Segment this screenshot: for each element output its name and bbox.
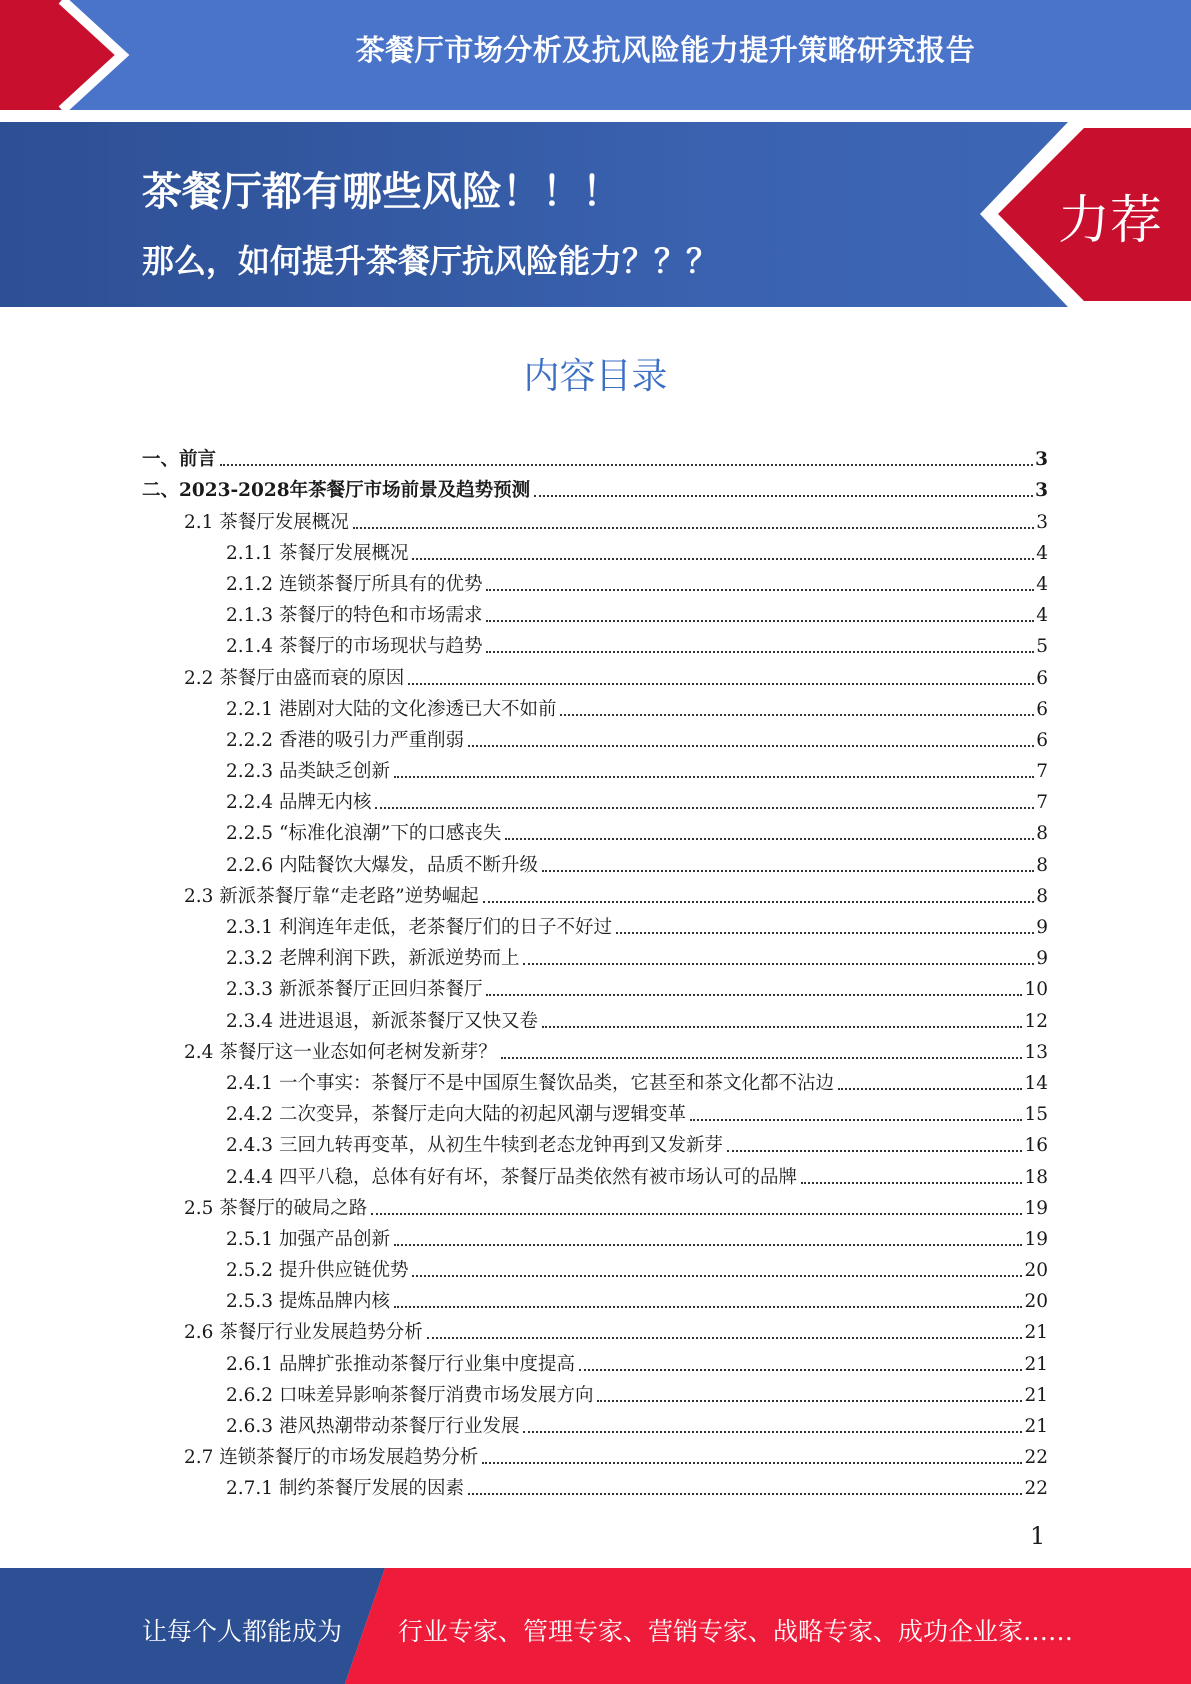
toc-entry-label: 2.1.3 茶餐厅的特色和市场需求 xyxy=(226,605,483,627)
toc-entry-label: 2.2.4 品牌无内核 xyxy=(226,792,372,814)
toc-entry[interactable] xyxy=(142,1220,1048,1251)
toc-entry[interactable] xyxy=(142,1157,1048,1188)
toc-entry[interactable] xyxy=(142,1064,1048,1095)
banner-headline: 茶餐厅都有哪些风险！！！ xyxy=(142,169,622,215)
toc-entry-label: 2.3.3 新派茶餐厅正回归茶餐厅 xyxy=(226,979,483,1001)
toc-entry[interactable] xyxy=(142,658,1048,689)
toc-leader-dots xyxy=(616,932,1034,934)
toc-entry[interactable] xyxy=(142,1126,1048,1157)
toc-entry-label: 2.2 茶餐厅由盛而衰的原因 xyxy=(184,667,405,689)
header-red-chevron xyxy=(0,0,150,110)
toc-entry[interactable] xyxy=(142,1407,1048,1438)
toc-entry-label: 2.2.6 内陆餐饮大爆发，品质不断升级 xyxy=(226,854,538,876)
toc-entry-page: 6 xyxy=(1036,698,1048,720)
footer-slogan-left: 让每个人都能成为 xyxy=(142,1617,343,1646)
toc-entry[interactable] xyxy=(142,690,1048,721)
toc-entry-page: 8 xyxy=(1036,854,1048,876)
toc-leader-dots xyxy=(560,714,1034,716)
toc-leader-dots xyxy=(394,1244,1022,1246)
toc-entry[interactable] xyxy=(142,1313,1048,1344)
toc-entry-label: 2.6 茶餐厅行业发展趋势分析 xyxy=(184,1322,423,1344)
toc-entry-page: 8 xyxy=(1036,823,1048,845)
toc-entry-label: 2.5.1 加强产品创新 xyxy=(226,1228,390,1250)
table-of-contents xyxy=(142,440,1048,1500)
toc-leader-dots xyxy=(220,464,1033,466)
toc-entry[interactable] xyxy=(142,783,1048,814)
toc-leader-dots xyxy=(468,1493,1022,1495)
toc-leader-dots xyxy=(412,558,1034,560)
toc-entry-label: 2.1 茶餐厅发展概况 xyxy=(184,511,349,533)
banner-subheadline: 那么，如何提升茶餐厅抗风险能力？？？ xyxy=(142,242,719,280)
toc-entry-page: 19 xyxy=(1024,1197,1048,1219)
toc-entry-label: 2.5.2 提升供应链优势 xyxy=(226,1260,409,1282)
toc-entry-label: 二、2023-2028年茶餐厅市场前景及趋势预测 xyxy=(142,480,531,502)
toc-leader-dots xyxy=(468,745,1034,747)
toc-leader-dots xyxy=(542,1026,1022,1028)
toc-entry-page: 4 xyxy=(1036,605,1048,627)
toc-leader-dots xyxy=(486,651,1034,653)
toc-entry-label: 2.5 茶餐厅的破局之路 xyxy=(184,1197,368,1219)
toc-entry-label: 2.3.2 老牌利润下跌，新派逆势而上 xyxy=(226,948,520,970)
toc-leader-dots xyxy=(482,1462,1022,1464)
toc-entry[interactable] xyxy=(142,877,1048,908)
toc-entry[interactable] xyxy=(142,502,1048,533)
toc-entry[interactable] xyxy=(142,845,1048,876)
toc-leader-dots xyxy=(483,901,1035,903)
toc-entry-label: 2.1.4 茶餐厅的市场现状与趋势 xyxy=(226,636,483,658)
toc-entry-page: 16 xyxy=(1024,1135,1048,1157)
toc-entry[interactable] xyxy=(142,440,1048,471)
toc-entry[interactable] xyxy=(142,1001,1048,1032)
toc-entry[interactable] xyxy=(142,471,1048,502)
toc-entry-label: 2.1.2 连锁茶餐厅所具有的优势 xyxy=(226,573,483,595)
toc-entry-label: 2.3.1 利润连年走低，老茶餐厅们的日子不好过 xyxy=(226,917,612,938)
page-number: 1 xyxy=(1030,1522,1046,1550)
toc-entry[interactable] xyxy=(142,1251,1048,1282)
toc-entry-label: 2.4.1 一个事实：茶餐厅不是中国原生餐饮品类，它甚至和茶文化都不沾边 xyxy=(226,1072,834,1094)
toc-entry[interactable] xyxy=(142,939,1048,970)
toc-title: 内容目录 xyxy=(523,356,668,397)
toc-entry-label: 2.6.3 港风热潮带动茶餐厅行业发展 xyxy=(226,1416,520,1437)
toc-leader-dots xyxy=(353,527,1034,529)
toc-entry-label: 2.5.3 提炼品牌内核 xyxy=(226,1291,390,1313)
header-separator xyxy=(0,110,1191,122)
toc-leader-dots xyxy=(427,1337,1023,1339)
toc-leader-dots xyxy=(486,994,1022,996)
toc-entry-page: 20 xyxy=(1024,1291,1048,1313)
toc-entry-page: 22 xyxy=(1024,1447,1048,1469)
toc-entry-label: 2.6.2 口味差异影响茶餐厅消费市场发展方向 xyxy=(226,1384,594,1406)
toc-entry-page: 15 xyxy=(1024,1104,1048,1126)
toc-entry-page: 6 xyxy=(1036,729,1048,751)
toc-entry-page: 8 xyxy=(1036,885,1048,907)
toc-leader-dots xyxy=(801,1182,1022,1184)
toc-entry-page: 21 xyxy=(1024,1416,1048,1437)
toc-entry-label: 2.4.3 三回九转再变革，从初生牛犊到老态龙钟再到又发新芽 xyxy=(226,1135,723,1157)
recommend-badge-label: 力荐 xyxy=(1058,191,1163,251)
toc-entry-label: 2.2.1 港剧对大陆的文化渗透已大不如前 xyxy=(226,698,557,720)
toc-entry-page: 7 xyxy=(1036,761,1048,783)
toc-entry[interactable] xyxy=(142,970,1048,1001)
toc-leader-dots xyxy=(542,870,1034,872)
toc-entry-page: 22 xyxy=(1024,1478,1048,1500)
toc-entry[interactable] xyxy=(142,565,1048,596)
toc-entry-label: 2.3.4 进进退退，新派茶餐厅又快又卷 xyxy=(226,1010,538,1032)
toc-leader-dots xyxy=(412,1275,1022,1277)
toc-entry[interactable] xyxy=(142,1344,1048,1375)
toc-entry[interactable] xyxy=(142,1282,1048,1313)
toc-leader-dots xyxy=(597,1400,1022,1402)
toc-entry-page: 3 xyxy=(1035,480,1048,502)
toc-entry-label: 2.4.2 二次变异，茶餐厅走向大陆的初起风潮与逻辑变革 xyxy=(226,1104,686,1126)
toc-entry-page: 18 xyxy=(1024,1166,1048,1188)
toc-entry-label: 2.4 茶餐厅这一业态如何老树发新芽？ xyxy=(184,1041,497,1063)
toc-entry-label: 2.2.3 品类缺乏创新 xyxy=(226,761,390,783)
toc-entry-page: 9 xyxy=(1036,948,1048,970)
toc-entry-label: 一、前言 xyxy=(142,449,217,471)
toc-entry-page: 5 xyxy=(1036,636,1048,658)
toc-entry-label: 2.1.1 茶餐厅发展概况 xyxy=(226,542,409,564)
toc-leader-dots xyxy=(534,495,1033,497)
toc-leader-dots xyxy=(523,1431,1022,1433)
toc-entry[interactable] xyxy=(142,596,1048,627)
toc-entry[interactable] xyxy=(142,1438,1048,1469)
toc-entry-page: 21 xyxy=(1024,1322,1048,1344)
toc-leader-dots xyxy=(501,1057,1023,1059)
toc-leader-dots xyxy=(486,589,1034,591)
toc-entry[interactable] xyxy=(142,1095,1048,1126)
toc-entry-label: 2.4.4 四平八稳，总体有好有坏，茶餐厅品类依然有被市场认可的品牌 xyxy=(226,1166,797,1188)
toc-entry-label: 2.3 新派茶餐厅靠“走老路”逆势崛起 xyxy=(184,885,479,907)
toc-entry-page: 7 xyxy=(1036,792,1048,814)
toc-entry-page: 13 xyxy=(1024,1041,1048,1063)
toc-leader-dots xyxy=(505,838,1034,840)
toc-entry[interactable] xyxy=(142,1033,1048,1064)
toc-entry-page: 9 xyxy=(1036,917,1048,938)
toc-entry-page: 3 xyxy=(1036,511,1048,533)
toc-entry-label: 2.7 连锁茶餐厅的市场发展趋势分析 xyxy=(184,1447,479,1469)
toc-leader-dots xyxy=(838,1088,1022,1090)
toc-leader-dots xyxy=(371,1213,1022,1215)
toc-entry[interactable] xyxy=(142,1376,1048,1407)
toc-entry-page: 12 xyxy=(1024,1010,1048,1032)
toc-entry-page: 3 xyxy=(1035,449,1048,471)
toc-entry-label: 2.2.5 “标准化浪潮”下的口感丧失 xyxy=(226,823,502,845)
toc-leader-dots xyxy=(375,807,1034,809)
toc-leader-dots xyxy=(690,1119,1022,1121)
toc-entry[interactable] xyxy=(142,1189,1048,1220)
toc-leader-dots xyxy=(408,683,1034,685)
toc-entry[interactable] xyxy=(142,814,1048,845)
toc-entry-page: 14 xyxy=(1024,1072,1048,1094)
toc-entry[interactable] xyxy=(142,627,1048,658)
toc-leader-dots xyxy=(727,1150,1022,1152)
toc-entry[interactable] xyxy=(142,908,1048,939)
footer-slogan-right: 行业专家、管理专家、营销专家、战略专家、成功企业家…… xyxy=(398,1617,1074,1646)
toc-leader-dots xyxy=(394,776,1034,778)
toc-entry-label: 2.6.1 品牌扩张推动茶餐厅行业集中度提高 xyxy=(226,1353,575,1375)
toc-entry-label: 2.7.1 制约茶餐厅发展的因素 xyxy=(226,1478,464,1500)
toc-entry-page: 19 xyxy=(1024,1228,1048,1250)
toc-entry-page: 4 xyxy=(1036,542,1048,564)
toc-leader-dots xyxy=(523,963,1034,965)
toc-entry[interactable] xyxy=(142,1469,1048,1500)
toc-entry-page: 10 xyxy=(1024,979,1048,1001)
toc-entry-page: 20 xyxy=(1024,1260,1048,1282)
report-title: 茶餐厅市场分析及抗风险能力提升策略研究报告 xyxy=(355,33,976,67)
toc-leader-dots xyxy=(579,1369,1022,1371)
toc-entry-page: 6 xyxy=(1036,667,1048,689)
toc-entry[interactable] xyxy=(142,534,1048,565)
toc-entry-label: 2.2.2 香港的吸引力严重削弱 xyxy=(226,729,464,751)
toc-leader-dots xyxy=(486,620,1034,622)
toc-entry[interactable] xyxy=(142,721,1048,752)
toc-entry-page: 21 xyxy=(1024,1353,1048,1375)
toc-entry-page: 21 xyxy=(1024,1384,1048,1406)
toc-leader-dots xyxy=(394,1306,1022,1308)
toc-entry-page: 4 xyxy=(1036,573,1048,595)
toc-entry[interactable] xyxy=(142,752,1048,783)
